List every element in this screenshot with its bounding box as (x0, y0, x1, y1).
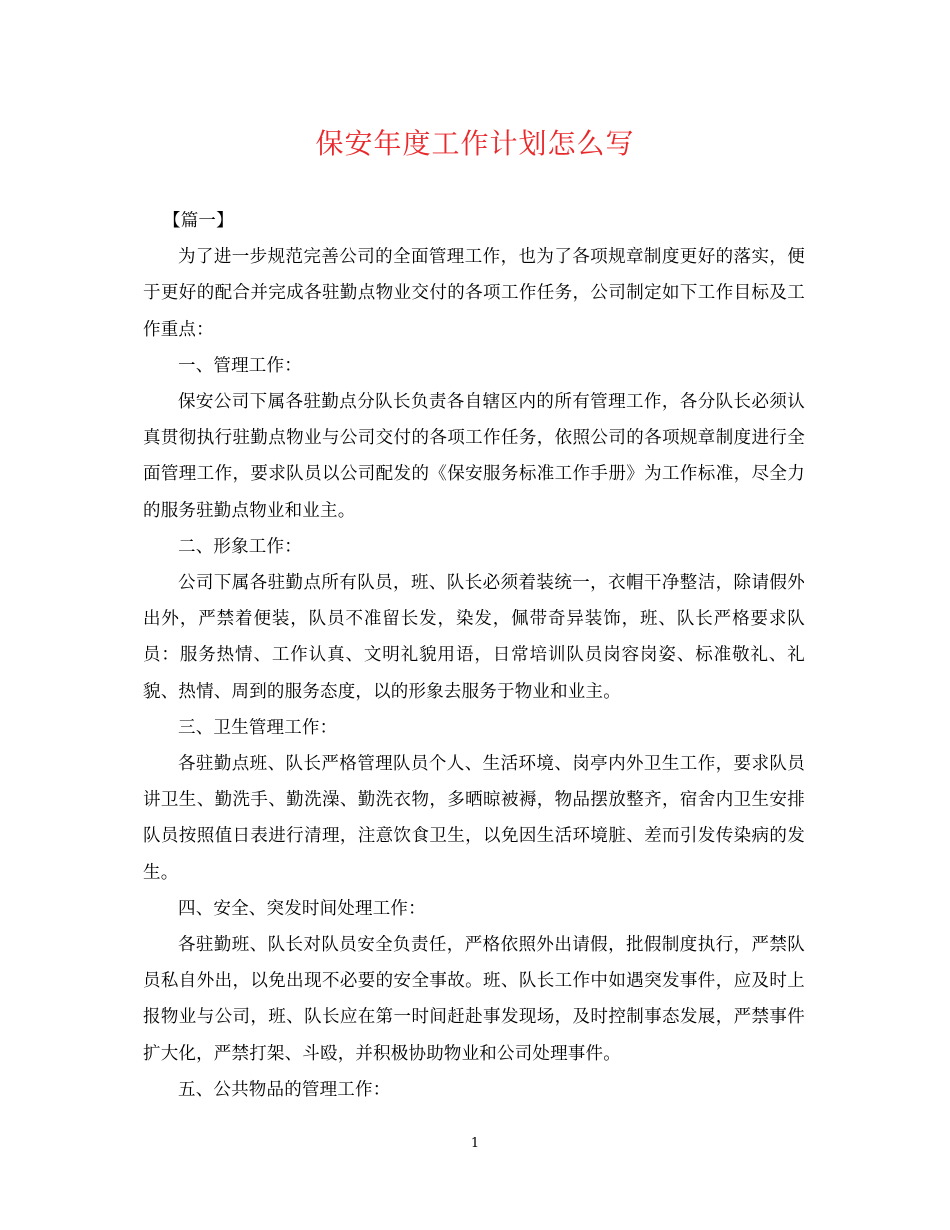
document-title: 保安年度工作计划怎么写 (315, 127, 635, 160)
page-number: 1 (470, 1136, 480, 1151)
heading-management: 一、管理工作： (178, 355, 302, 376)
document-body (143, 203, 805, 1108)
paragraph-safety: 各驻勤班、队长对队员安全负责任，严格依照外出请假，批假制度执行，严禁队员私自外出，以免出现不必要的安全事故。班、队长工作中如遇突发事件，应及时上报物业与公司，班、队长应在第一时间赶赴事发现场，及时控制事态发展，严禁事件扩大化，严禁打架、斗殴，并积极协助物业和公司处理事件。 (143, 935, 805, 1064)
paragraph-management: 保安公司下属各驻勤点分队长负责各自辖区内的所有管理工作，各分队长必须认真贯彻执行驻勤点物业与公司交付的各项工作任务，依照公司的各项规章制度进行全面管理工作，要求队员以公司配发的《保安服务标准工作手册》为工作标准，尽全力的服务驻勤点物业和业主。 (143, 392, 805, 521)
heading-safety: 四、安全、突发时间处理工作： (178, 898, 426, 919)
section-heading-part-one: 【篇一】 (163, 211, 234, 231)
heading-public-items: 五、公共物品的管理工作： (178, 1079, 391, 1100)
heading-image: 二、形象工作： (178, 536, 302, 557)
paragraph-image: 公司下属各驻勤点所有队员，班、队长必须着装统一，衣帽干净整洁，除请假外出外，严禁着便装，队员不准留长发，染发，佩带奇异装饰，班、队长严格要求队员：服务热情、工作认真、文明礼貌用语，日常培训队员岗容岗姿、标准敬礼、礼貌、热情、周到的服务态度，以的形象去服务于物业和业主。 (143, 573, 805, 702)
paragraph-hygiene: 各驻勤点班、队长严格管理队员个人、生活环境、岗亭内外卫生工作，要求队员讲卫生、勤洗手、勤洗澡、勤洗衣物，多晒晾被褥，物品摆放整齐，宿舍内卫生安排队员按照值日表进行清理，注意饮食卫生，以免因生活环境脏、差而引发传染病的发生。 (143, 754, 805, 883)
heading-hygiene: 三、卫生管理工作： (178, 717, 338, 738)
intro-paragraph: 为了进一步规范完善公司的全面管理工作，也为了各项规章制度更好的落实，便于更好的配合并完成各驻勤点物业交付的各项工作任务，公司制定如下工作目标及工作重点： (143, 247, 805, 340)
